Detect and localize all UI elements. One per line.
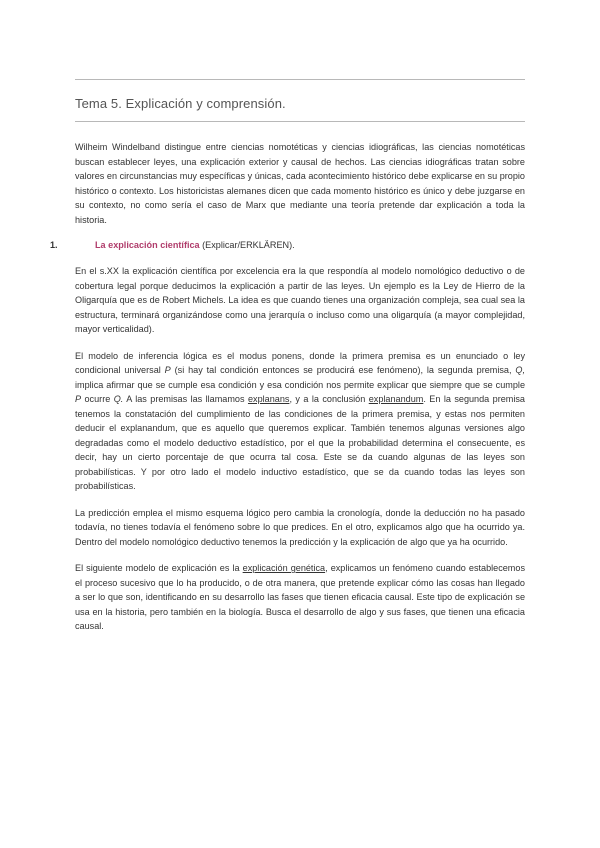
text-span: El siguiente modelo de explicación es la <box>75 563 243 573</box>
paragraph-modus-ponens <box>75 349 525 494</box>
text-span: El modelo de inferencia lógica es el modus ponens, donde la primera premisa es un enunciado o ley condicional universal <box>75 350 525 375</box>
header-rule-top <box>75 79 525 80</box>
paragraph-nomological: En el s.XX la explicación científica por excelencia era la que respondía al modelo nomológico deductivo o de cobertura legal porque deducimos la explicación a partir de las leyes. Un ejemplo es la Ley de Hierro de la Oligarquía que es de Robert Michels. La idea es que cuando tienes una organización compleja, sea cual sea la estructura, terminará organizándose como una jerarquía o incluso como una oligarquía (a mayor complejidad, mayor verticalidad). <box>75 266 525 334</box>
header-rule-bottom <box>75 121 525 122</box>
term-explanans: explanans <box>247 394 290 404</box>
intro-paragraph: Wilheim Windelband distingue entre ciencias nomotéticas y ciencias idiográficas, las ciencias nomotéticas buscan establecer leyes, una explicación exterior y causal de hechos. Las ciencias idiográficas tratan sobre valores en circunstancias muy específicas y únicas, cada acontecimiento histórico debe explicarse en su propio histórico o contexto. Los historicistas alemanes dicen que cada momento histórico es único y debe juzgarse en su contexto, no como sería el caso de Marx que mediante una teoría pretende dar explicación a toda la historia. <box>75 142 525 225</box>
text-span: (si hay tal condición entonces se producirá ese fenómeno), la segunda premisa, <box>170 365 516 375</box>
page-title: Tema 5. Explicación y comprensión. <box>75 96 286 111</box>
text-span: , explicamos un fenómeno cuando establecemos el proceso sucesivo que lo ha producido, o de otra manera, que pretende explicar cómo las cosas han llegado a ser lo que son, identificando en su desarrollo las fases que tienen eficacia causal. Este tipo de explicación se usa en la historia, pero también en la biología. Busca el desarrollo de algo y sus fases, que tienen una eficacia causal. <box>75 563 525 631</box>
text-span: . En la segunda premisa tenemos la constatación del cumplimiento de las condiciones de la primera premisa, y estas nos permiten deducir el explanandum, que es aquello que queremos explicar. También tenemos algunas versiones algo degradadas como el modelo deductivo estadístico, por el que la probabilidad determina el consecuente, es decir, hay un cierto porcentaje de que ocurra tal cosa. Este se da cuando algunas de las leyes son probabilísticas. Y por otro lado el modelo inductivo estadístico, que se da cuando todas las leyes son probabilísticas. <box>75 394 525 491</box>
paragraph-genetic <box>75 561 525 634</box>
var-p: P <box>164 365 171 375</box>
text-span: A las premisas las llamamos <box>123 394 248 404</box>
text-span: ocurre <box>81 394 114 404</box>
document-body <box>50 140 525 646</box>
var-p: P <box>75 394 82 404</box>
term-explanandum: explanandum <box>368 394 424 404</box>
term-explicacion-genetica: explicación genética <box>242 563 326 573</box>
text-span: , y a la conclusión <box>289 394 369 404</box>
var-q: Q, <box>515 365 525 375</box>
section-heading-1 <box>50 238 525 252</box>
section-subtitle: (Explicar/ERKLÄREN). <box>199 240 295 250</box>
section-title: La explicación científica <box>95 240 200 250</box>
section-number: 1. <box>50 240 58 250</box>
text-span: implica afirmar que se cumple esa condición y esa condición nos permite explicar que siempre que se cumple <box>75 379 525 390</box>
paragraph-prediction: La predicción emplea el mismo esquema lógico pero cambia la cronología, donde la deducción no ha pasado todavía, no tienes todavía el fenómeno sobre lo que predices. En el otro, explicamos algo que ha ocurrido ya. Dentro del modelo nomológico deductivo tenemos la predicción y la explicación de algo que ya ha ocurrido. <box>75 507 525 547</box>
var-q: Q. <box>113 394 124 404</box>
